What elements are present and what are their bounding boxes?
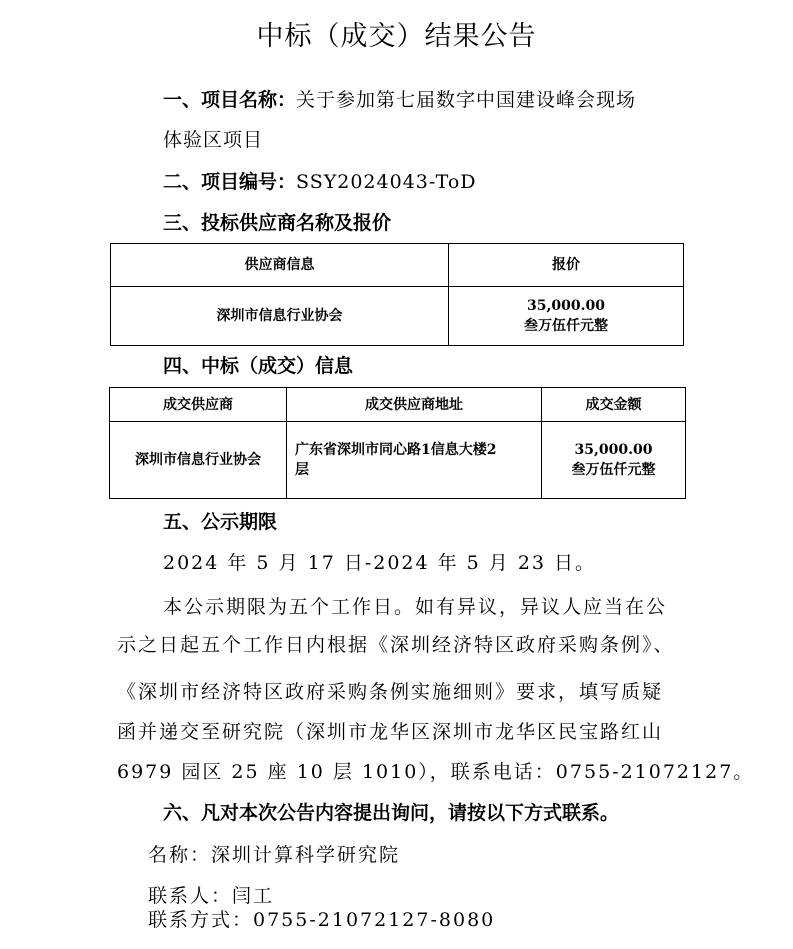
award-address-line2: 层	[295, 462, 309, 478]
notice-paragraph-line: 《深圳市经济特区政府采购条例实施细则》要求，填写质疑	[117, 681, 664, 703]
award-supplier: 深圳市信息行业协会	[110, 422, 287, 499]
contact-person: 联系人：闫工	[148, 885, 275, 907]
bidder-price	[449, 287, 684, 346]
bidder-price-number: 35,000.00	[527, 298, 605, 314]
award-table	[109, 387, 686, 499]
notice-paragraph-line: 函并递交至研究院（深圳市龙华区深圳市龙华区民宝路红山	[117, 721, 664, 743]
notice-paragraph-line: 6979 园区 25 座 10 层 1010），联系电话：0755-21072127。	[117, 761, 755, 783]
award-amount-number: 35,000.00	[574, 442, 653, 458]
table-row	[111, 287, 684, 346]
award-address-line1: 广东省深圳市同心路1信息大楼2	[295, 442, 497, 458]
notice-period-heading: 五、公示期限	[163, 511, 278, 533]
award-amount	[542, 422, 686, 499]
bidder-supplier: 深圳市信息行业协会	[111, 287, 449, 346]
inquiry-heading: 六、凡对本次公告内容提出询问，请按以下方式联系。	[163, 802, 620, 824]
table-header-row	[110, 388, 686, 422]
notice-period-dates: 2024 年 5 月 17 日-2024 年 5 月 23 日。	[163, 552, 597, 574]
bidders-table	[110, 243, 684, 346]
bidders-heading: 三、投标供应商名称及报价	[163, 212, 392, 234]
project-name-line	[163, 88, 636, 112]
notice-paragraph-line: 示之日起五个工作日内根据《深圳经济特区政府采购条例》、	[117, 634, 675, 656]
project-number-label: 二、项目编号：	[163, 171, 297, 193]
page-title: 中标（成交）结果公告	[256, 21, 537, 52]
bidder-price-words: 叁万伍仟元整	[524, 318, 608, 334]
award-heading: 四、中标（成交）信息	[163, 355, 354, 377]
project-name-value: 关于参加第七届数字中国建设峰会现场	[296, 89, 637, 111]
project-number-line	[163, 170, 477, 194]
contact-method: 联系方式：0755-21072127-8080	[148, 909, 496, 931]
header-price: 报价	[449, 244, 684, 287]
table-row	[110, 422, 686, 499]
award-amount-words: 叁万伍仟元整	[571, 462, 656, 478]
project-name-value-cont: 体验区项目	[163, 129, 264, 151]
header-supplier-address: 成交供应商地址	[287, 388, 542, 422]
table-header-row	[111, 244, 684, 287]
header-supplier-info: 供应商信息	[111, 244, 449, 287]
header-winning-supplier: 成交供应商	[110, 388, 287, 422]
project-number-value: SSY2024043-ToD	[296, 171, 477, 193]
notice-paragraph-line: 本公示期限为五个工作日。如有异议，异议人应当在公	[163, 596, 668, 618]
award-address	[287, 422, 542, 499]
header-amount: 成交金额	[542, 388, 686, 422]
project-name-label: 一、项目名称：	[163, 89, 297, 111]
contact-org-name: 名称：深圳计算科学研究院	[148, 844, 401, 866]
